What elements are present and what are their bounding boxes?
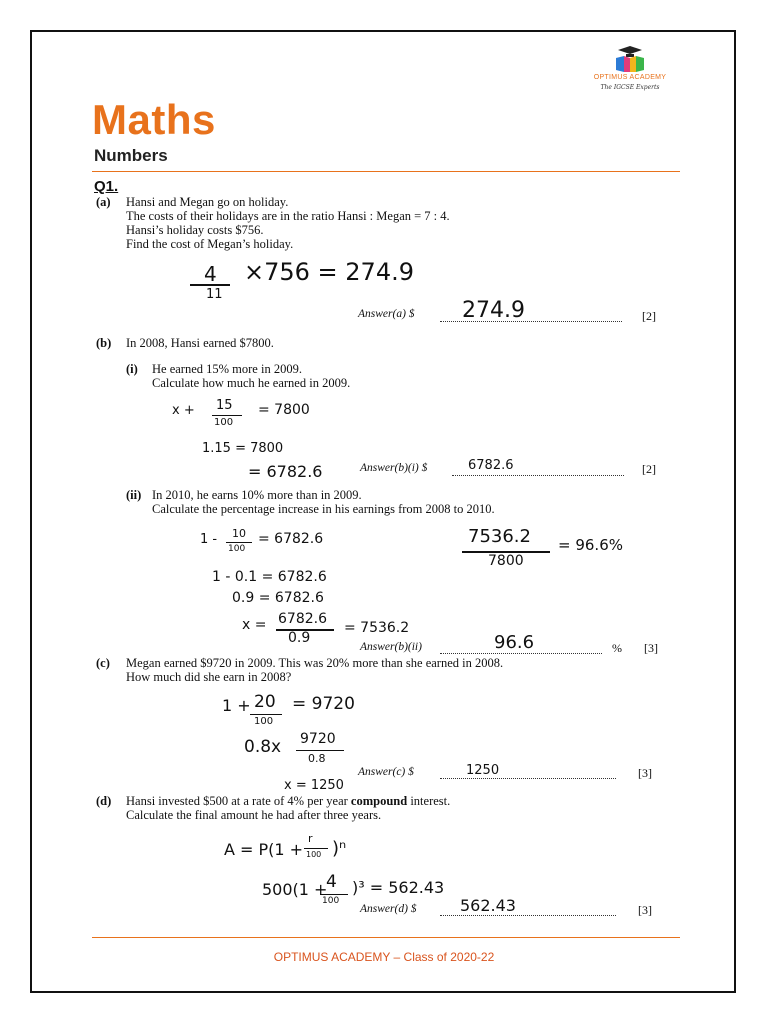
part-b-ii-unit: % xyxy=(612,641,622,655)
part-b-ii-work-line3: 0.9 = 6782.6 xyxy=(232,590,324,606)
part-c-work-line2-left: 0.8x xyxy=(244,737,282,757)
part-b-ii-work-line4-den: 0.9 xyxy=(288,630,311,646)
part-d-line-1 xyxy=(126,794,450,809)
part-b-ii-answer-value: 96.6 xyxy=(494,632,535,653)
part-d-line-1-pre: Hansi invested $500 at a rate of 4% per year xyxy=(126,794,351,808)
part-b-i-mark: [2] xyxy=(642,462,656,476)
part-d-line-1-post: interest. xyxy=(407,794,451,808)
part-b-ii-work-line2: 1 - 0.1 = 6782.6 xyxy=(212,569,327,585)
part-d-line-2: Calculate the final amount he had after three years. xyxy=(126,808,382,822)
logo-tagline: The IGCSE Experts xyxy=(600,84,660,91)
part-a-work-fraction-bar xyxy=(190,284,230,286)
part-b-i-answer-line xyxy=(452,475,624,476)
part-d-work-calc-right: )³ = 562.43 xyxy=(352,878,445,897)
part-a-line-2: The costs of their holidays are in the ratio Hansi : Megan = 7 : 4. xyxy=(126,209,450,223)
part-c-answer-value: 1250 xyxy=(466,763,500,778)
part-a-work-denominator: 11 xyxy=(206,287,223,302)
part-b-i-label: (i) xyxy=(126,362,138,376)
part-c-work-line2-den: 0.8 xyxy=(308,752,326,765)
part-b-ii-work-line1-right: = 6782.6 xyxy=(258,531,324,547)
part-b-ii-mark: [3] xyxy=(644,641,658,655)
part-b-ii-work-line1-left: 1 - xyxy=(200,532,218,547)
part-c-work-line1-bar xyxy=(250,714,282,715)
part-d-work-formula-den: 100 xyxy=(306,850,322,859)
footer-text: OPTIMUS ACADEMY – Class of 2020-22 xyxy=(273,950,495,964)
part-c-label: (c) xyxy=(96,656,110,670)
optimus-academy-logo xyxy=(582,44,678,94)
part-a-label: (a) xyxy=(96,195,111,209)
part-c-work-line2-num: 9720 xyxy=(300,731,336,747)
footer-divider xyxy=(92,937,680,938)
part-b-i-work-line1-right: = 7800 xyxy=(258,402,310,418)
part-a-mark: [2] xyxy=(642,309,656,323)
part-b-ii-side-right: = 96.6% xyxy=(558,536,623,554)
part-b-ii-work-line4-num: 6782.6 xyxy=(278,611,327,627)
part-d-label: (d) xyxy=(96,794,112,808)
part-b-i-line-2: Calculate how much he earned in 2009. xyxy=(152,376,351,390)
part-b-intro: In 2008, Hansi earned $7800. xyxy=(126,336,274,350)
header-divider xyxy=(92,171,680,172)
part-a-answer-label: Answer(a) $ xyxy=(358,308,415,320)
page-subtitle: Numbers xyxy=(94,146,168,165)
part-c-mark: [3] xyxy=(638,766,652,780)
part-b-i-answer-value: 6782.6 xyxy=(468,458,514,473)
part-d-work-calc-den: 100 xyxy=(322,896,340,906)
part-b-i-work-line1-left: x + xyxy=(172,403,195,418)
part-b-ii-work-line4-left: x = xyxy=(242,617,267,633)
part-c-line-2: How much did she earn in 2008? xyxy=(126,670,292,684)
part-d-work-calc-left: 500(1 + xyxy=(262,880,328,899)
part-d-work-calc-num: 4 xyxy=(326,872,337,892)
part-b-ii-side-num: 7536.2 xyxy=(468,526,531,547)
part-b-i-work-line1-num: 15 xyxy=(216,398,233,413)
part-c-work-line1-right: = 9720 xyxy=(292,694,355,714)
part-d-work-formula-bar xyxy=(304,848,328,849)
question-label: Q1. xyxy=(94,178,119,195)
part-d-answer-line xyxy=(440,915,616,916)
part-c-answer-line xyxy=(440,778,616,779)
part-b-ii-work-line1-den: 100 xyxy=(228,544,246,554)
part-a-line-3: Hansi’s holiday costs $756. xyxy=(126,223,264,237)
part-a-line-1: Hansi and Megan go on holiday. xyxy=(126,195,289,209)
page-title: Maths xyxy=(92,96,216,143)
part-d-work-calc-bar xyxy=(320,894,348,895)
part-b-ii-answer-label: Answer(b)(ii) xyxy=(360,641,422,653)
part-b-label: (b) xyxy=(96,336,112,350)
logo-brand: OPTIMUS ACADEMY xyxy=(593,74,667,81)
part-b-ii-line-2: Calculate the percentage increase in his earnings from 2008 to 2010. xyxy=(152,502,495,516)
part-b-i-answer-label: Answer(b)(i) $ xyxy=(360,462,428,474)
part-b-ii-answer-line xyxy=(440,653,602,654)
part-b-ii-work-line1-bar xyxy=(226,542,252,543)
part-a-line-4: Find the cost of Megan’s holiday. xyxy=(126,237,294,251)
part-c-work-line1-num: 20 xyxy=(254,692,276,712)
part-d-mark: [3] xyxy=(638,903,652,917)
part-c-answer-label: Answer(c) $ xyxy=(358,766,414,778)
part-b-i-work-line2: 1.15 = 7800 xyxy=(202,441,284,456)
part-c-work-line1-left: 1 + xyxy=(222,696,251,715)
part-b-i-work-line1-bar xyxy=(212,415,242,416)
graduation-cap-icon xyxy=(610,44,650,74)
part-d-answer-value: 562.43 xyxy=(460,896,516,915)
part-d-line-1-bold: compound xyxy=(350,794,408,808)
part-c-work-line1-den: 100 xyxy=(254,716,274,727)
part-b-i-work-line1-den: 100 xyxy=(214,417,234,428)
part-b-ii-line-1: In 2010, he earns 10% more than in 2009. xyxy=(152,488,362,502)
part-b-i-work-line3: = 6782.6 xyxy=(248,462,323,481)
part-b-ii-label: (ii) xyxy=(126,488,142,502)
part-d-work-formula-num: r xyxy=(308,832,313,845)
part-a-work-expression: ×756 = 274.9 xyxy=(244,258,414,286)
part-a-answer-value: 274.9 xyxy=(462,298,525,323)
part-b-ii-side-den: 7800 xyxy=(488,553,524,569)
part-c-line-1: Megan earned $9720 in 2009. This was 20% more than she earned in 2008. xyxy=(126,656,504,670)
part-d-work-formula-left: A = P(1 + xyxy=(224,840,304,859)
part-b-i-line-1: He earned 15% more in 2009. xyxy=(152,362,302,376)
part-d-answer-label: Answer(d) $ xyxy=(360,903,417,915)
part-c-work-line2-bar xyxy=(296,750,344,751)
part-a-work-numerator: 4 xyxy=(204,262,217,286)
part-d-work-formula-right: )ⁿ xyxy=(332,838,347,859)
part-b-ii-work-line1-num: 10 xyxy=(232,527,246,540)
part-b-ii-work-line4-right: = 7536.2 xyxy=(344,620,410,636)
part-c-work-line3: x = 1250 xyxy=(284,778,344,793)
